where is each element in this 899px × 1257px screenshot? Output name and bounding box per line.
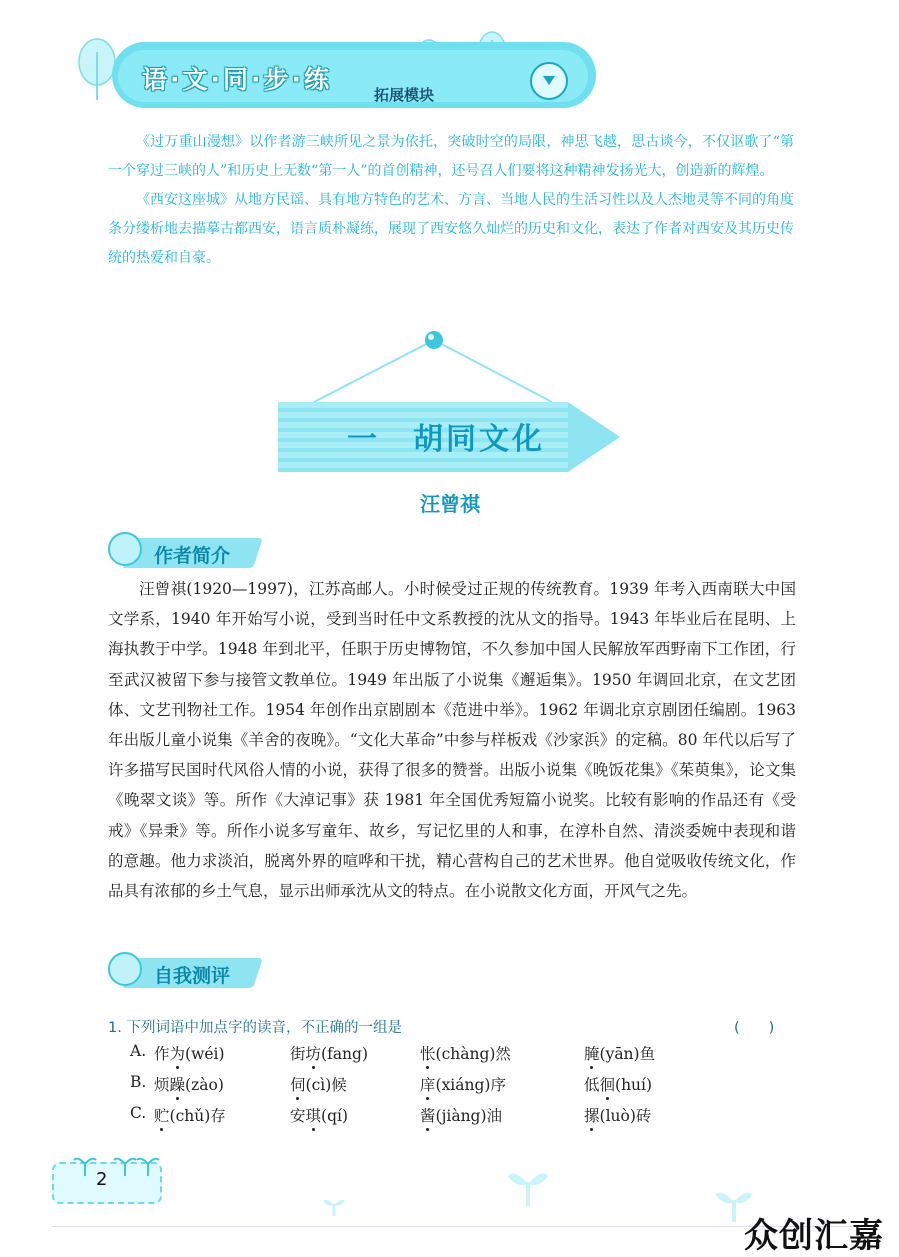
intro-paragraph: 《西安这座城》从地方民谣、具有地方特色的艺术、方言、当地人民的生活习性以及人杰地灵等不同的角度条分缕析地去描摹古都西安，语言质朴凝练，展现了西安悠久灿烂的历史和文化，表达了作者对西安及其历史传统的热爱和自豪。 bbox=[108, 192, 794, 266]
option-letter[interactable]: A. bbox=[130, 1042, 147, 1060]
word-reading: (chàng)然 bbox=[435, 1045, 511, 1063]
intro-paragraph: 《过万重山漫想》以作者游三峡所见之景为依托，突破时空的局限，神思飞越，思古谈今，不仅讴歌了“第一个穿过三峡的人”和历史上无数“第一人”的首创精神，还号召人们要将这种精神发扬光大，创造新的辉煌。 bbox=[108, 134, 794, 179]
word-prefix: 低 bbox=[584, 1076, 600, 1094]
word-reading: (wéi) bbox=[185, 1045, 225, 1063]
lesson-author: 汪曾祺 bbox=[420, 492, 480, 516]
author-intro-heading: 作者简介 bbox=[154, 545, 231, 567]
word-prefix: 街 bbox=[290, 1045, 306, 1063]
option-word bbox=[154, 1073, 224, 1095]
word-reading: (luò)砖 bbox=[599, 1107, 652, 1125]
sprout-decoration-1 bbox=[506, 1166, 550, 1206]
dotted-character: 腌 bbox=[584, 1045, 600, 1063]
bubble-icon bbox=[108, 952, 142, 986]
author-bio bbox=[108, 574, 796, 906]
option-letter[interactable]: B. bbox=[130, 1073, 147, 1091]
answer-blank[interactable]: ( ) bbox=[734, 1020, 775, 1036]
option-word bbox=[290, 1042, 368, 1064]
dotted-character: 摞 bbox=[584, 1107, 600, 1125]
question-stem: 1. 下列词语中加点字的读音，不正确的一组是 bbox=[108, 1020, 402, 1036]
option-word bbox=[584, 1042, 655, 1064]
dotted-character: 伺 bbox=[290, 1076, 306, 1094]
word-reading: (cì)候 bbox=[305, 1076, 347, 1094]
word-reading: (zào) bbox=[185, 1076, 224, 1094]
page-number: 2 bbox=[96, 1169, 108, 1190]
author-bio-text: 汪曾祺(1920—1997)，江苏高邮人。小时候受过正规的传统教育。1939 年考入西南联大中国文学系，1940 年开始写小说，受到当时任中文系教授的沈从文的指导。1943 年毕业后在昆明、上海执教于中学。1948 年到北平，任职于历史博物馆，不久参加中国人民解放军西野南下工作团，行至武汉被留下参与接管文教单位。1949 年出版了小说集《邂逅集》。1950 年调回北京，在文艺团体、文艺刊物社工作。1954 年创作出京剧剧本《范进中举》。1962 年调北京京剧团任编剧。1963 年出版儿童小说集《羊舍的夜晚》。“文化大革命”中参与样板戏《沙家浜》的定稿。80 年代以后写了许多描写民国时代风俗人情的小说，获得了很多的赞誉。出版小说集《晚饭花集》《茱萸集》，论文集《晚翠文谈》等。所作《大淖记事》获 1981 年全国优秀短篇小说奖。比较有影响的作品还有《受戒》《异秉》等。所作小说多写童年、故乡，写记忆里的人和事，在淳朴自然、清淡委婉中表现和谐的意趣。他力求淡泊，脱离外界的喧哗和干扰，精心营构自己的艺术世界。他自觉吸收传统文化，作品具有浓郁的乡土气息，显示出师承沈从文的特点。在小说散文化方面，开风气之先。 bbox=[108, 580, 796, 901]
sprout-decoration-2 bbox=[322, 1196, 346, 1216]
footer-divider bbox=[52, 1226, 852, 1227]
word-reading: (chǔ)存 bbox=[169, 1107, 226, 1125]
dotted-character: 怅 bbox=[420, 1045, 436, 1063]
word-reading: (jiàng)油 bbox=[435, 1107, 503, 1125]
dotted-character: 酱 bbox=[420, 1107, 436, 1125]
dotted-character: 为 bbox=[169, 1045, 186, 1063]
dotted-character: 庠 bbox=[420, 1076, 436, 1094]
option-word bbox=[154, 1104, 226, 1126]
option-word bbox=[420, 1073, 506, 1095]
series-title: 语·文·同·步·练 bbox=[142, 65, 332, 94]
word-prefix: 安 bbox=[290, 1107, 306, 1125]
option-word bbox=[584, 1104, 651, 1126]
dotted-character: 贮 bbox=[154, 1107, 170, 1125]
word-reading: (xiáng)序 bbox=[435, 1076, 506, 1094]
module-label: 拓展模块 bbox=[374, 86, 435, 104]
word-reading: (huí) bbox=[615, 1076, 653, 1094]
option-word bbox=[290, 1104, 348, 1126]
lesson-title: 一 胡同文化 bbox=[347, 422, 545, 457]
option-word bbox=[154, 1042, 225, 1064]
sign-hanger bbox=[280, 326, 590, 406]
dotted-character: 徊 bbox=[599, 1076, 616, 1094]
word-reading: (qí) bbox=[321, 1107, 349, 1125]
sprout-icon bbox=[70, 1154, 160, 1176]
intro-section bbox=[108, 128, 794, 273]
dotted-character: 琪 bbox=[305, 1107, 322, 1125]
option-word bbox=[420, 1104, 502, 1126]
bubble-icon bbox=[108, 532, 142, 566]
play-icon bbox=[530, 62, 568, 100]
dotted-character: 坊 bbox=[305, 1045, 322, 1063]
option-word bbox=[290, 1073, 347, 1095]
option-word bbox=[420, 1042, 511, 1064]
self-test-heading: 自我测评 bbox=[154, 965, 231, 987]
dotted-character: 躁 bbox=[169, 1076, 186, 1094]
watermark: 众创汇嘉 bbox=[744, 1216, 884, 1256]
word-prefix: 作 bbox=[154, 1045, 170, 1063]
word-reading: (fang) bbox=[321, 1045, 369, 1063]
word-prefix: 烦 bbox=[154, 1076, 170, 1094]
word-reading: (yān)鱼 bbox=[599, 1045, 656, 1063]
option-letter[interactable]: C. bbox=[130, 1104, 147, 1122]
option-word bbox=[584, 1073, 652, 1095]
